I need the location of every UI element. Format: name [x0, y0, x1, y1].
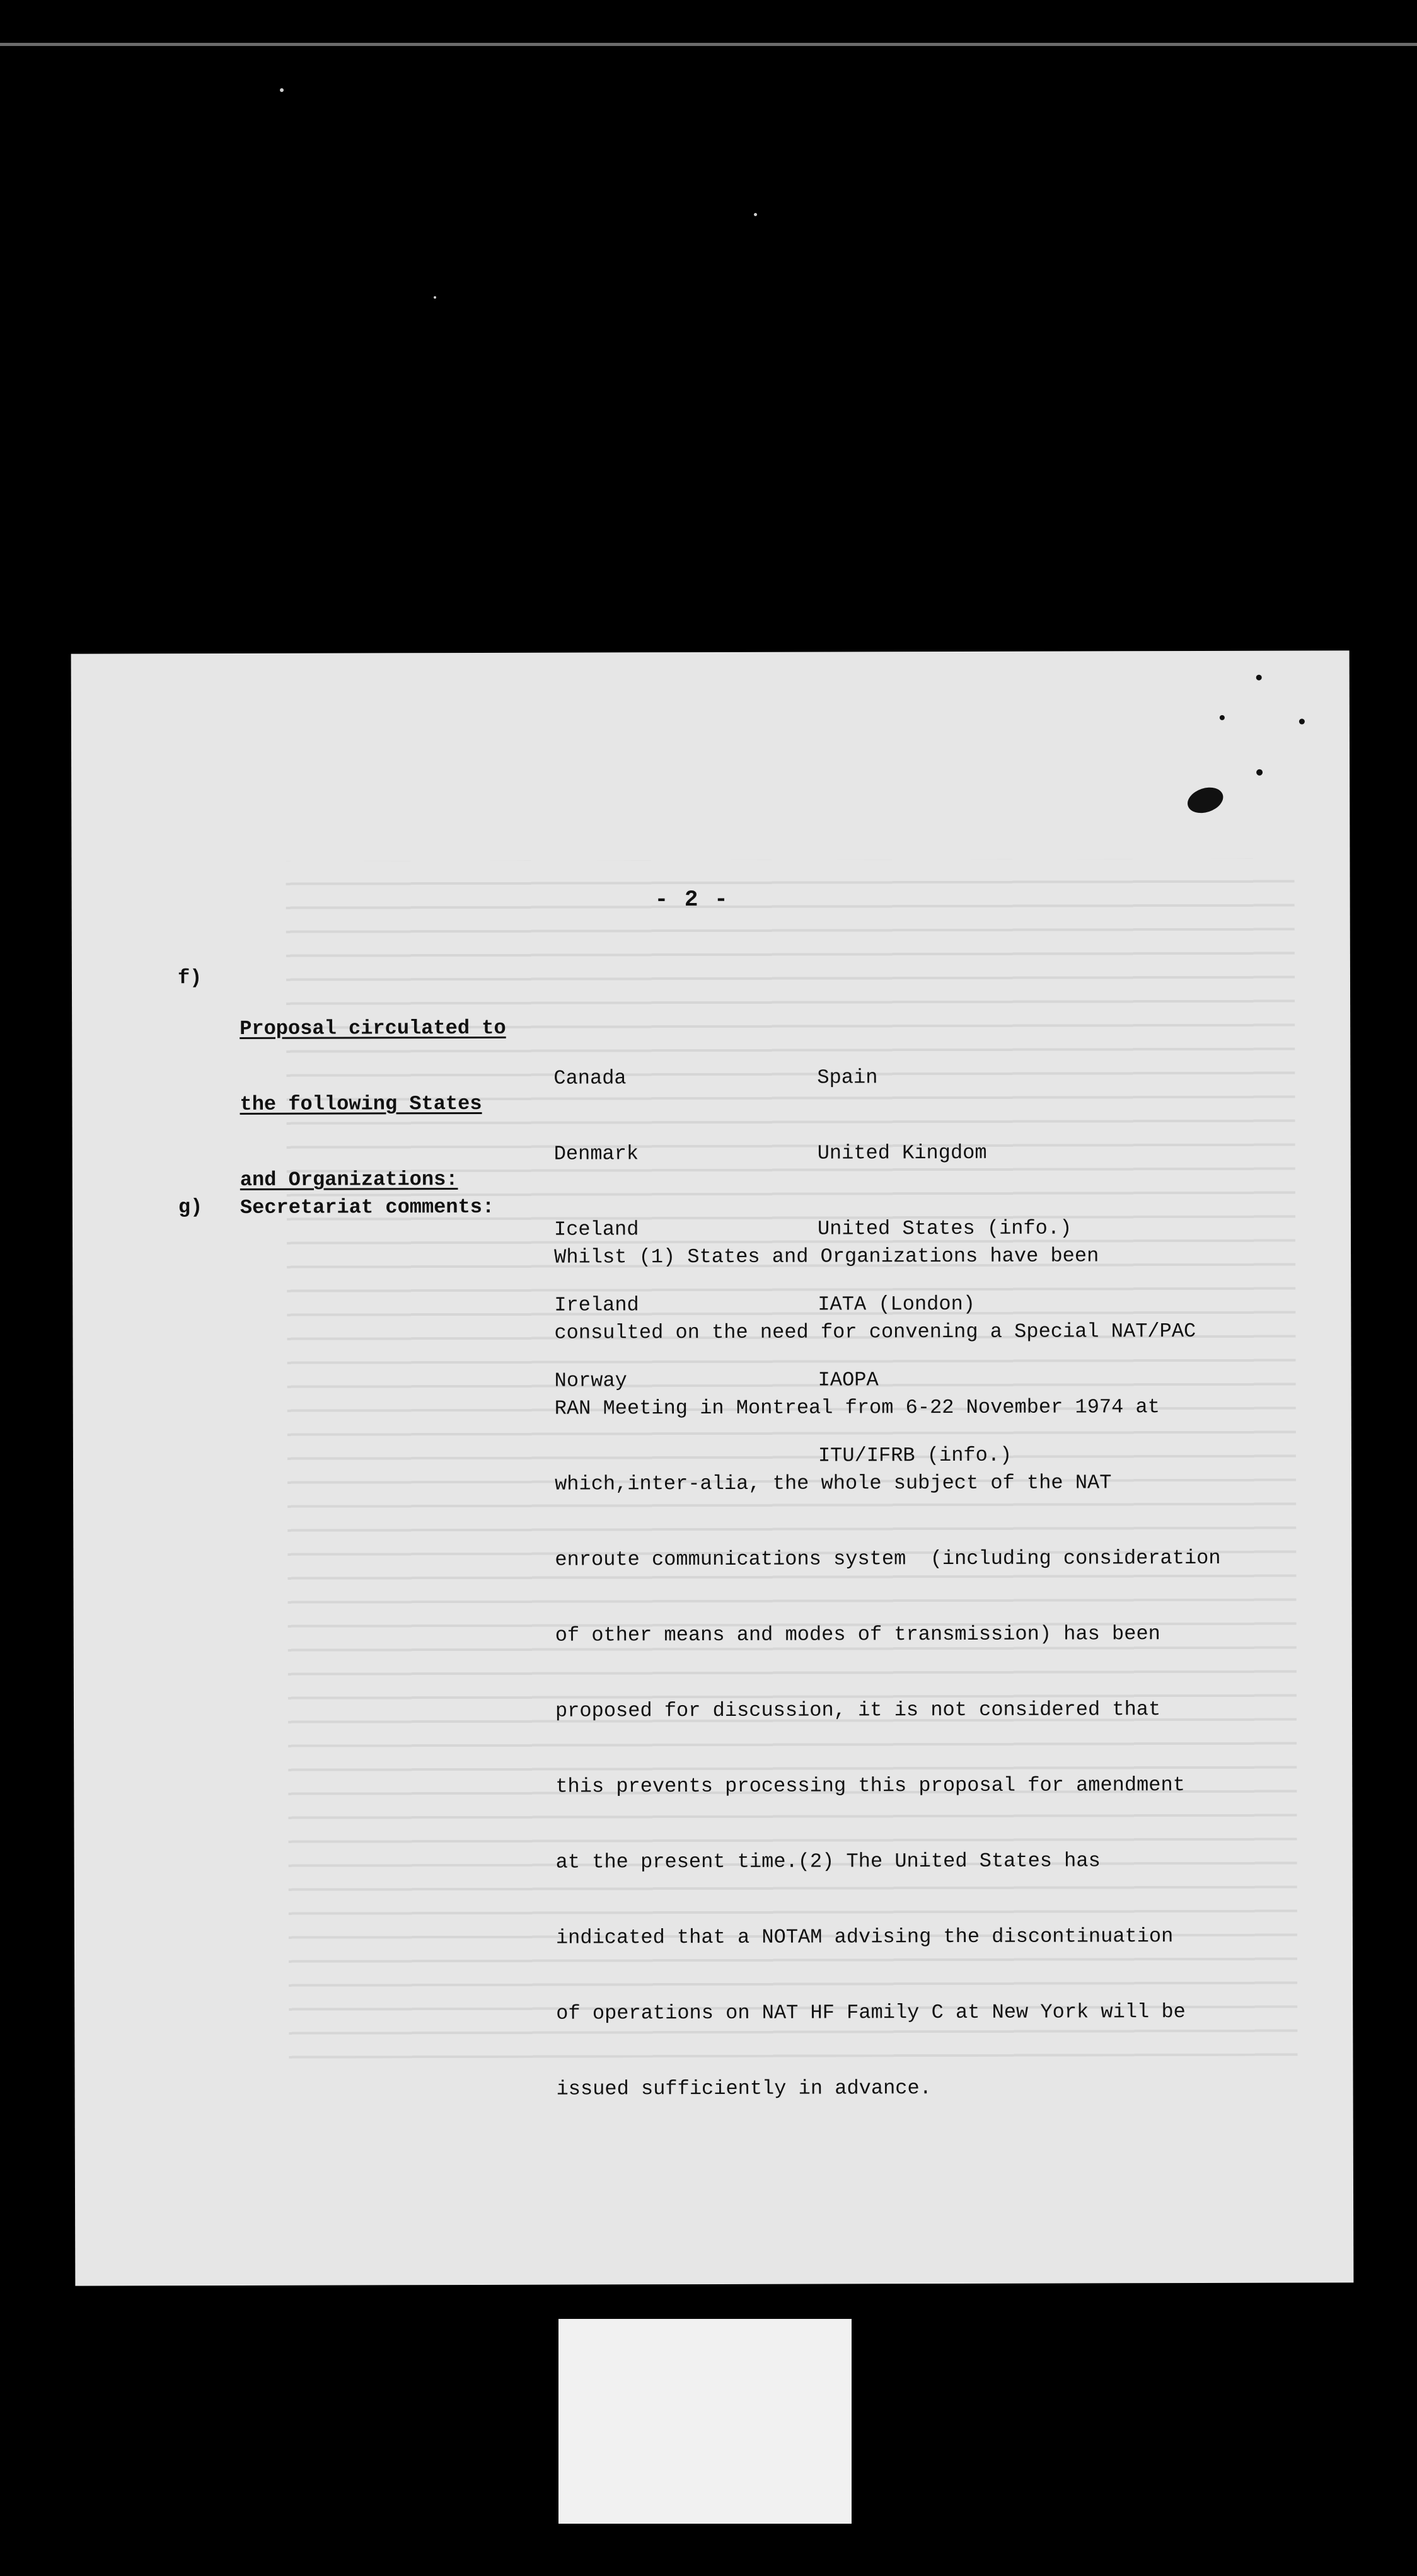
list-item: Ireland — [554, 1293, 639, 1317]
comment-line: which,inter-alia, the whole subject of the NAT — [555, 1471, 1112, 1496]
list-item: United Kingdom — [817, 1141, 987, 1165]
comment-line: of operations on NAT HF Family C at New York will be — [556, 2000, 1186, 2025]
list-item: United States (info.) — [817, 1216, 1072, 1241]
comment-line: at the present time.(2) The United States has — [555, 1849, 1101, 1874]
comment-line: proposed for discussion, it is not considered that — [555, 1698, 1161, 1723]
page-number: - 2 - — [654, 886, 729, 913]
list-item: Denmark — [553, 1142, 639, 1166]
comment-line: this prevents processing this proposal for amendment — [555, 1773, 1185, 1798]
dust-speck — [434, 296, 436, 299]
list-item: IATA (London) — [818, 1292, 976, 1316]
film-edge-line — [0, 43, 1417, 46]
ink-blot — [1184, 783, 1227, 817]
secretariat-comments-text — [554, 1193, 1294, 2153]
item-f-label-line: the following States — [240, 1091, 482, 1116]
list-item: Iceland — [553, 1217, 639, 1241]
dust-speck — [754, 213, 757, 216]
blank-target-card — [558, 2319, 852, 2524]
list-item: IAOPA — [818, 1368, 879, 1392]
item-f-label-line: Proposal circulated to — [240, 1016, 506, 1040]
item-g-letter: g) — [178, 1195, 203, 1219]
ink-speck — [1220, 715, 1225, 720]
list-item: Spain — [817, 1066, 878, 1090]
comment-line: indicated that a NOTAM advising the discontinuation — [555, 1924, 1174, 1950]
comment-line: RAN Meeting in Montreal from 6-22 November 1974 at — [554, 1395, 1160, 1420]
item-g-label: Secretariat comments: — [240, 1195, 495, 1219]
comment-line: of other means and modes of transmission) has been — [555, 1622, 1160, 1647]
item-f-label-line: and Organizations: — [240, 1168, 458, 1192]
ink-speck — [1256, 769, 1263, 776]
list-item: Canada — [553, 1066, 627, 1090]
comment-line: enroute communications system (including consideration — [555, 1546, 1221, 1572]
dust-speck — [280, 88, 284, 92]
list-item: Norway — [554, 1369, 627, 1393]
item-f-letter: f) — [177, 966, 202, 990]
list-item: ITU/IFRB (info.) — [818, 1443, 1012, 1468]
comment-line: Whilst (1) States and Organizations have been — [554, 1244, 1099, 1269]
comment-line: issued sufficiently in advance. — [556, 2076, 932, 2101]
comment-line: consulted on the need for convening a Special NAT/PAC — [554, 1319, 1196, 1345]
ink-speck — [1256, 675, 1262, 681]
ink-speck — [1299, 719, 1305, 725]
document-page — [71, 650, 1354, 2286]
